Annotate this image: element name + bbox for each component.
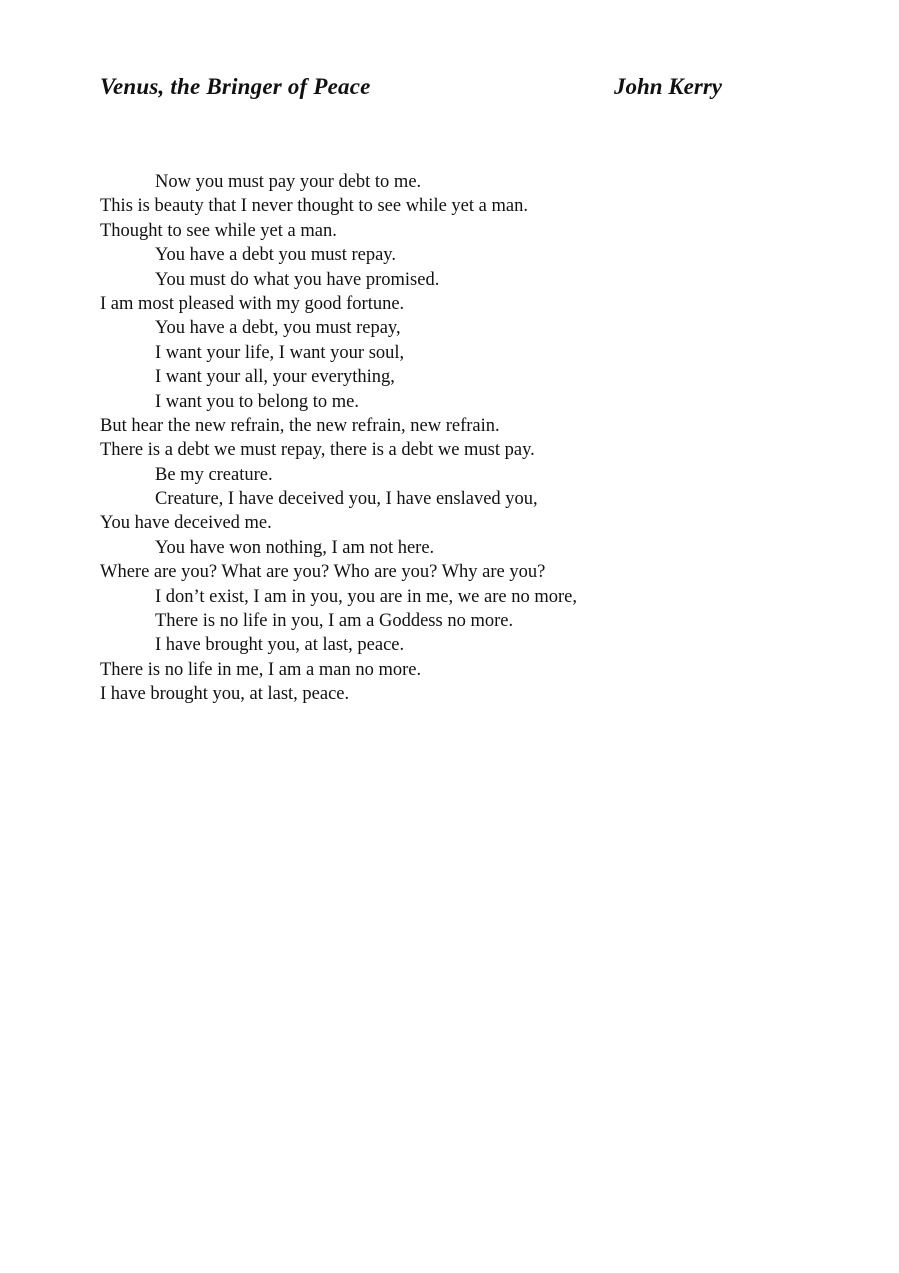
poem-line: You have a debt you must repay. [155,245,396,266]
poem-body [100,170,800,707]
poem-line: I have brought you, at last, peace. [100,684,350,705]
poem-line: I want your all, your everything, [155,367,395,388]
poem-line: This is beauty that I never thought to see while yet a man. [100,196,528,217]
poem-line: But hear the new refrain, the new refrain, new refrain. [100,415,500,436]
poem-line: I am most pleased with my good fortune. [100,293,405,314]
poem-line: Be my creature. [155,464,273,485]
poem-line: There is no life in you, I am a Goddess no more. [155,611,514,632]
poem-line: Thought to see while yet a man. [100,220,337,241]
poem-line: I want you to belong to me. [155,391,359,412]
poem-line: There is a debt we must repay, there is a debt we must pay. [100,440,535,461]
poem-line: Now you must pay your debt to me. [155,172,422,192]
poem-line: You have deceived me. [100,513,272,534]
poem-line: You have won nothing, I am not here. [155,537,435,558]
poem-line: I have brought you, at last, peace. [155,635,405,656]
document-title: Venus, the Bringer of Peace [100,74,371,99]
document-author: John Kerry [614,74,722,99]
poem-line: There is no life in me, I am a man no more. [100,659,422,680]
poem-line: You have a debt, you must repay, [155,318,401,339]
poem-line: I don’t exist, I am in you, you are in me, we are no more, [155,586,577,607]
poem-line: I want your life, I want your soul, [155,342,405,363]
poem-line: Where are you? What are you? Who are you? Why are you? [100,562,546,583]
poem-line: You must do what you have promised. [155,269,440,290]
poem-line: Creature, I have deceived you, I have enslaved you, [155,489,538,510]
